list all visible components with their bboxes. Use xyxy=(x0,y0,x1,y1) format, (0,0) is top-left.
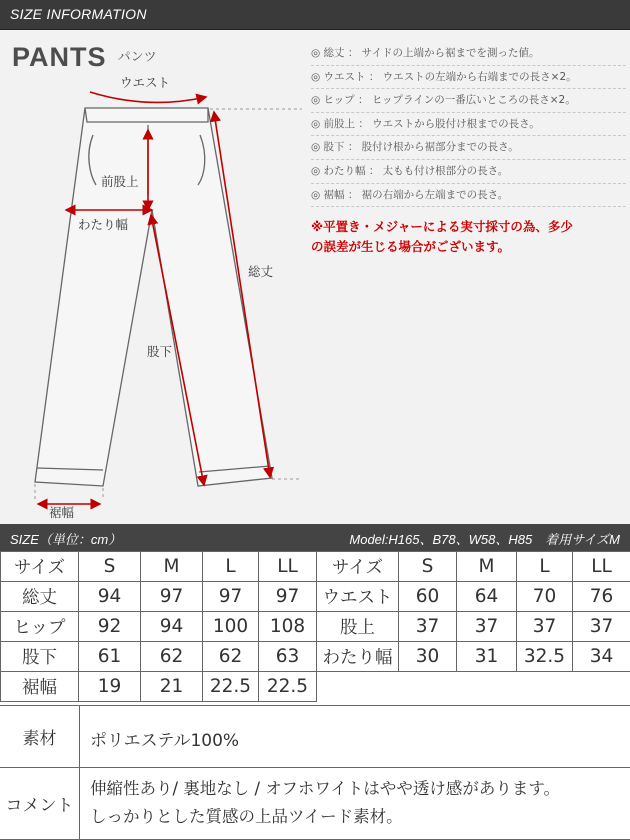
note-length: ◎ 総丈 ： サイドの上端から裾までを測った値。 xyxy=(311,42,626,66)
waist-arrow xyxy=(90,92,206,102)
table-cell: L xyxy=(203,552,259,582)
table-cell: 61 xyxy=(79,642,141,672)
table-cell: 70 xyxy=(517,582,573,612)
size-unit-label: SIZE（単位：cm） xyxy=(10,532,122,547)
table-cell: S xyxy=(399,552,457,582)
size-information-title: SIZE INFORMATION xyxy=(10,6,147,22)
table-cell: LL xyxy=(259,552,317,582)
note-waist: ◎ ウエスト ： ウエストの左端から右端までの長さ×2。 xyxy=(311,66,626,90)
note-hem: ◎ 裾幅 ： 裾の右端から左端までの長さ。 xyxy=(311,184,626,208)
table-cell: 108 xyxy=(259,612,317,642)
table-cell: 股下 xyxy=(1,642,79,672)
table-cell: S xyxy=(79,552,141,582)
warning-line-2: の誤差が生じる場合がございます。 xyxy=(311,239,511,255)
hem-label: 裾幅 xyxy=(49,505,75,520)
note-front-rise: ◎ 前股上 ： ウエストから股付け根までの長さ。 xyxy=(311,113,626,137)
table-cell: 94 xyxy=(79,582,141,612)
table-row xyxy=(1,612,630,642)
table-cell: L xyxy=(517,552,573,582)
table-cell: 股上 xyxy=(317,612,399,642)
comment-label: コメント xyxy=(0,768,80,839)
table-cell: 100 xyxy=(203,612,259,642)
size-table xyxy=(0,551,630,702)
table-cell: 63 xyxy=(259,642,317,672)
diagram-heading xyxy=(12,42,157,73)
warning-line-1: ※平置き・メジャーによる実寸採寸の為、多少 xyxy=(311,219,573,235)
pants-outline xyxy=(35,108,272,486)
inseam-label: 股下 xyxy=(147,344,173,359)
table-cell: 97 xyxy=(141,582,203,612)
table-cell: 32.5 xyxy=(517,642,573,672)
table-cell: 62 xyxy=(141,642,203,672)
table-cell: 22.5 xyxy=(203,672,259,702)
comment-row xyxy=(0,768,630,840)
measurement-warning xyxy=(311,217,626,257)
table-cell: サイズ xyxy=(1,552,79,582)
table-cell: ウエスト xyxy=(317,582,399,612)
table-cell: 37 xyxy=(457,612,517,642)
waist-label: ウエスト xyxy=(120,75,171,90)
size-information-header xyxy=(0,0,630,30)
size-table-header xyxy=(0,524,630,551)
material-value: ポリエステル100% xyxy=(90,731,240,751)
material-row xyxy=(0,705,630,768)
comment-line-1: 伸縮性あり/ 裏地なし / オフホワイトはやや透け感があります。 xyxy=(90,779,561,798)
note-thigh: ◎ わたり幅 ： 太もも付け根部分の長さ。 xyxy=(311,160,626,184)
table-cell: 37 xyxy=(517,612,573,642)
table-cell: 64 xyxy=(457,582,517,612)
table-cell: ヒップ xyxy=(1,612,79,642)
table-row xyxy=(1,582,630,612)
table-cell: 60 xyxy=(399,582,457,612)
table-empty-cell xyxy=(317,672,630,702)
table-cell: 37 xyxy=(573,612,630,642)
diagram-subtitle: パンツ xyxy=(117,50,157,65)
table-cell: 94 xyxy=(141,612,203,642)
comment-line-2: しっかりとした質感の上品ツイード素材。 xyxy=(90,807,403,826)
table-cell: 総丈 xyxy=(1,582,79,612)
table-cell: サイズ xyxy=(317,552,399,582)
pants-illustration xyxy=(0,30,310,524)
table-cell: 30 xyxy=(399,642,457,672)
table-cell: 22.5 xyxy=(259,672,317,702)
table-cell: 21 xyxy=(141,672,203,702)
table-cell: M xyxy=(457,552,517,582)
table-cell: 97 xyxy=(203,582,259,612)
pants-diagram-panel xyxy=(0,30,630,524)
table-cell: 裾幅 xyxy=(1,672,79,702)
table-cell: M xyxy=(141,552,203,582)
table-cell: 76 xyxy=(573,582,630,612)
front-rise-label: 前股上 xyxy=(101,174,139,189)
table-row xyxy=(1,552,630,582)
model-info: Model:H165、B78、W58、H85 着用サイズM xyxy=(349,532,620,547)
table-cell: 31 xyxy=(457,642,517,672)
table-cell: 62 xyxy=(203,642,259,672)
table-cell: 37 xyxy=(399,612,457,642)
note-inseam: ◎ 股下 ： 股付け根から裾部分までの長さ。 xyxy=(311,136,626,160)
table-cell: 34 xyxy=(573,642,630,672)
measurement-notes xyxy=(311,42,626,257)
material-label: 素材 xyxy=(0,706,80,767)
table-cell: LL xyxy=(573,552,630,582)
thigh-label: わたり幅 xyxy=(78,217,129,232)
table-row xyxy=(1,642,630,672)
table-cell: わたり幅 xyxy=(317,642,399,672)
length-label: 総丈 xyxy=(248,264,274,279)
table-cell: 97 xyxy=(259,582,317,612)
table-cell: 92 xyxy=(79,612,141,642)
diagram-title: PANTS xyxy=(12,42,107,72)
table-cell: 19 xyxy=(79,672,141,702)
table-row xyxy=(1,672,630,702)
note-hip: ◎ ヒップ ： ヒップラインの一番広いところの長さ×2。 xyxy=(311,89,626,113)
comment-value xyxy=(90,775,560,831)
